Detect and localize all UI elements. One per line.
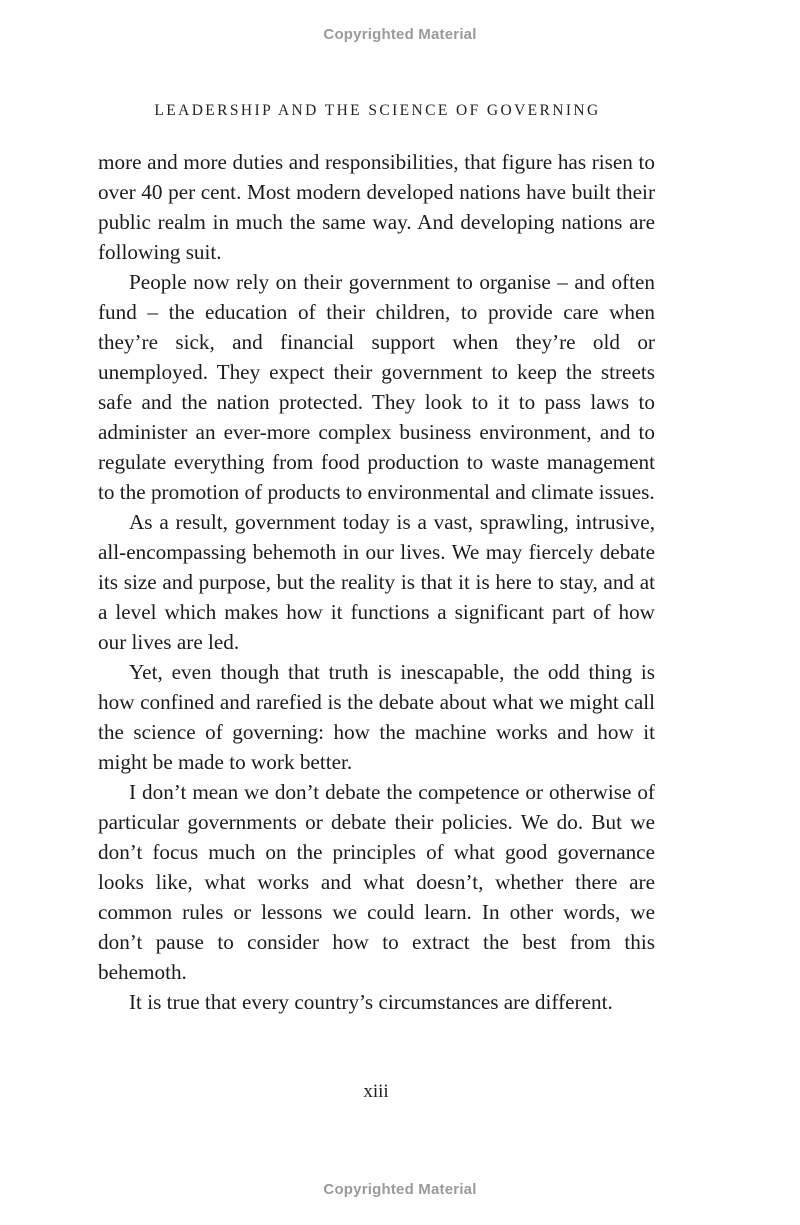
page-number: xiii [363, 1081, 389, 1102]
paragraph-4: Yet, even though that truth is inescapable, the odd thing is how confined and rarefied is the debate about what we might call the science of governing: how the machine works and how it might be made to work better. [98, 660, 655, 774]
paragraph-3: As a result, government today is a vast, sprawling, intrusive, all-encompassing behemoth in our lives. We may fiercely debate its size and purpose, but the reality is that it is here to stay, and at a level which makes how it functions a significant part of how our lives are led. [98, 510, 655, 654]
copyright-watermark-top: Copyrighted Material [323, 26, 477, 43]
copyright-watermark-bottom: Copyrighted Material [323, 1181, 477, 1198]
paragraph-5: I don’t mean we don’t debate the competence or otherwise of particular governments or debate their policies. We do. But we don’t focus much on the principles of what good governance looks like, what works and what doesn’t, whether there are common rules or lessons we could learn. In other words, we don’t pause to consider how to extract the best from this behemoth. [98, 780, 655, 984]
paragraph-1: more and more duties and responsibilities, that figure has risen to over 40 per cent. Most modern developed nations have built their public realm in much the same way. And developing nations are following suit. [98, 150, 655, 264]
body-text [98, 147, 655, 1017]
running-head: LEADERSHIP AND THE SCIENCE OF GOVERNING [154, 102, 601, 119]
paragraph-6: It is true that every country’s circumstances are different. [129, 990, 613, 1014]
paragraph-2: People now rely on their government to organise – and often fund – the education of their children, to provide care when they’re sick, and financial support when they’re old or unemployed. They expect their government to keep the streets safe and the nation protected. They look to it to pass laws to administer an ever-more complex business environment, and to regulate everything from food production to waste management to the promotion of products to environmental and climate issues. [98, 270, 655, 504]
